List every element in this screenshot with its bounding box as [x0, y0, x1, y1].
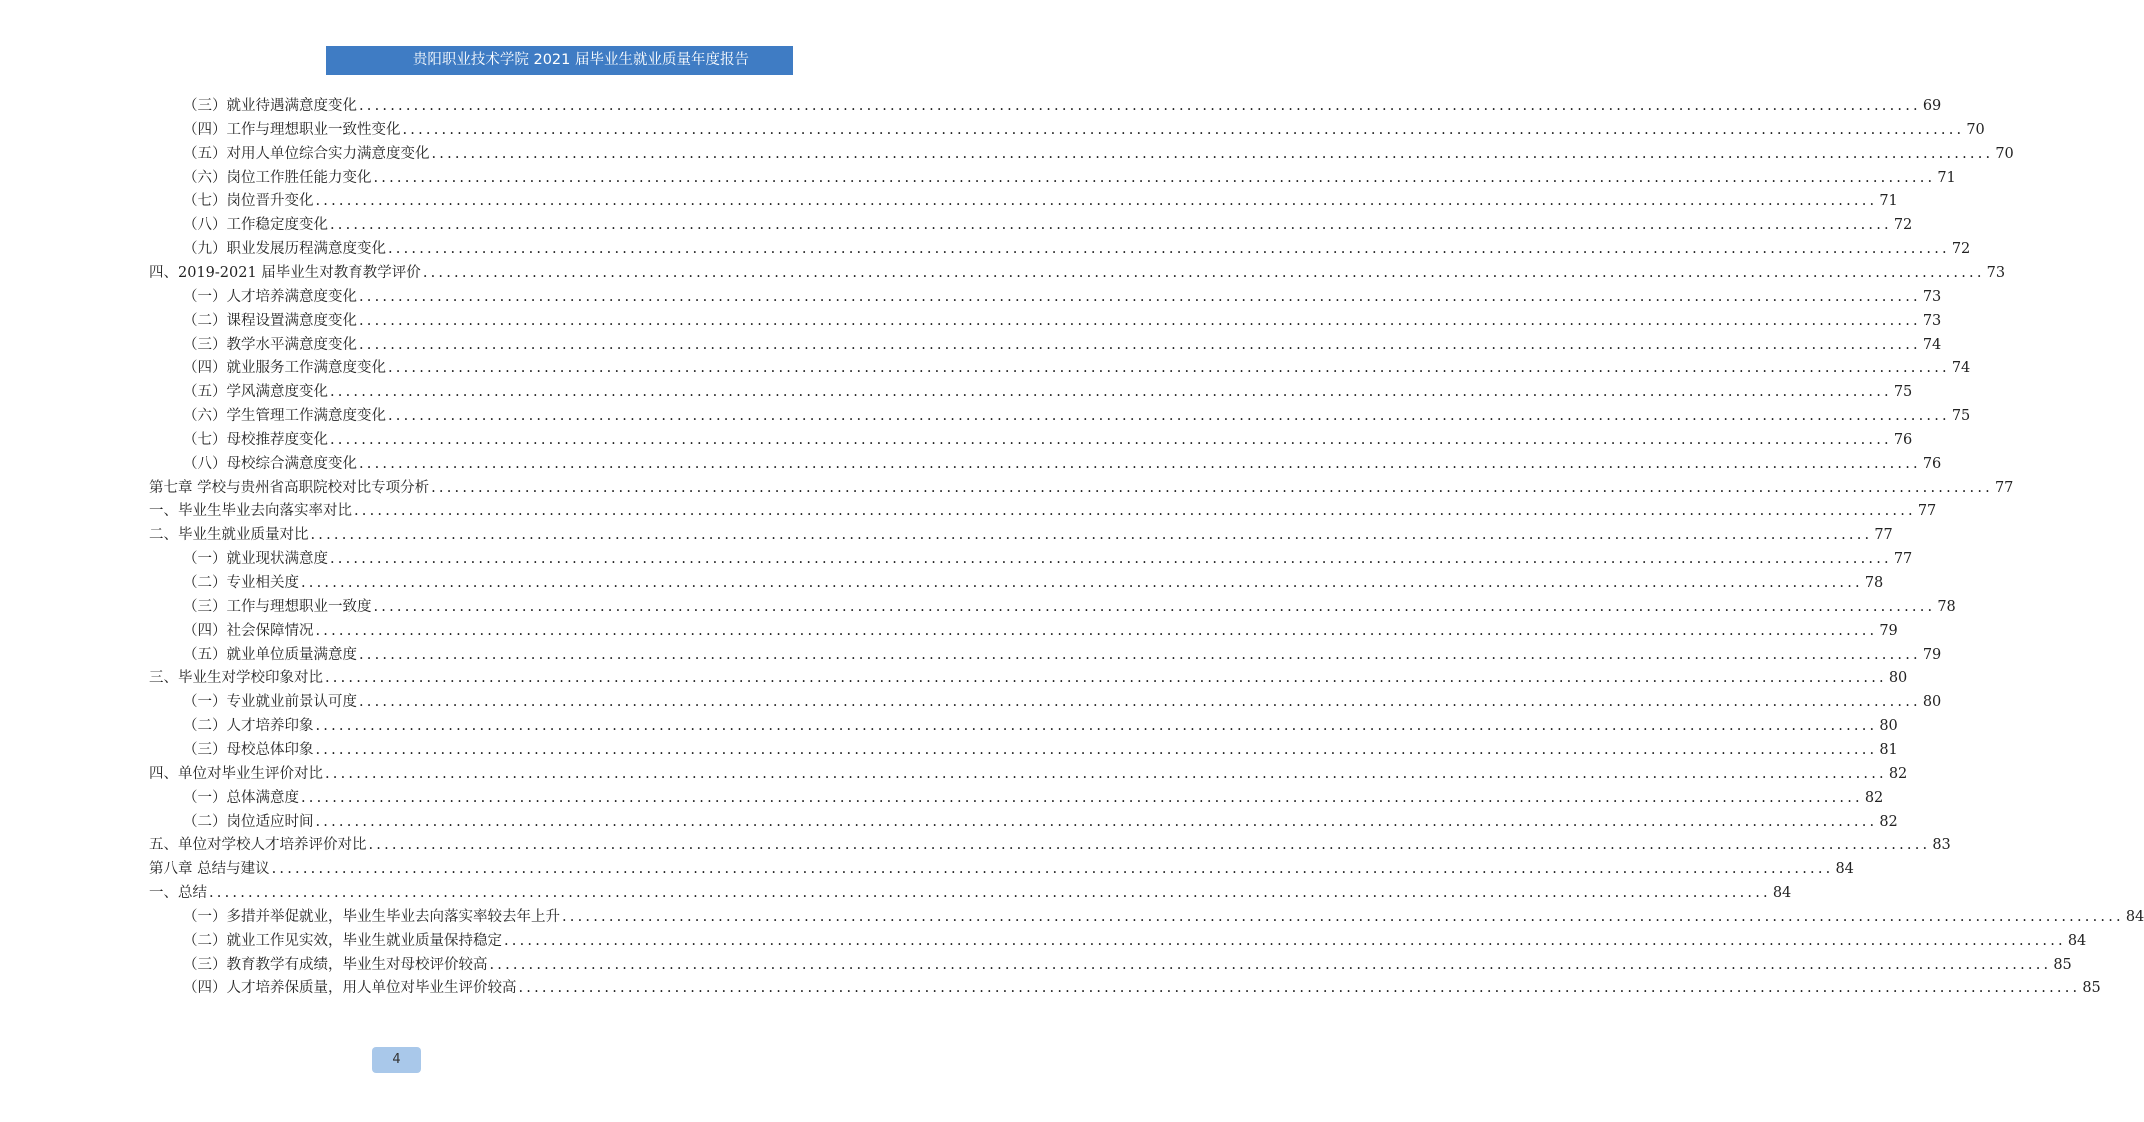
- toc-entry[interactable]: [183, 309, 1942, 333]
- report-header-bar: [326, 46, 793, 75]
- toc-entry[interactable]: [183, 690, 1942, 714]
- toc-entry-title: （三）母校总体印象: [183, 741, 314, 758]
- toc-entry-page: 77: [1917, 503, 1937, 520]
- toc-entry-page: 80: [1888, 670, 1908, 687]
- toc-leader-dots: ........................................................................................................................................................................................................: [359, 646, 1921, 663]
- toc-entry-title: 四、2019-2021 届毕业生对教育教学评价: [149, 264, 421, 281]
- toc-entry[interactable]: [183, 929, 2087, 953]
- toc-entry[interactable]: [183, 643, 1942, 667]
- toc-entry[interactable]: [183, 142, 2014, 166]
- toc-leader-dots: ........................................................................................................................................................................................................: [359, 336, 1921, 353]
- toc-leader-dots: ........................................................................................................................................................................................................: [388, 408, 1950, 425]
- toc-entry[interactable]: [183, 976, 2101, 1000]
- toc-entry-title: （二）人才培养印象: [183, 718, 314, 735]
- toc-entry-page: 73: [1922, 288, 1942, 305]
- toc-entry-title: 五、单位对学校人才培养评价对比: [149, 837, 367, 854]
- toc-entry[interactable]: [183, 571, 1884, 595]
- toc-entry[interactable]: [183, 547, 1913, 571]
- toc-entry-page: 80: [1922, 694, 1942, 711]
- toc-entry[interactable]: [149, 523, 1893, 547]
- toc-entry[interactable]: [183, 333, 1942, 357]
- report-title: 贵阳职业技术学院 2021 届毕业生就业质量年度报告: [412, 52, 749, 68]
- toc-entry-page: 74: [1922, 336, 1942, 353]
- page-number-badge: [372, 1047, 421, 1073]
- toc-entry[interactable]: [149, 833, 1951, 857]
- toc-entry[interactable]: [149, 499, 1937, 523]
- toc-entry-page: 77: [1994, 479, 2014, 496]
- toc-entry-title: 二、毕业生就业质量对比: [149, 527, 309, 544]
- toc-entry-title: （七）岗位晋升变化: [183, 193, 314, 210]
- toc-entry-page: 73: [1986, 264, 2006, 281]
- toc-entry[interactable]: [183, 786, 1884, 810]
- toc-leader-dots: ........................................................................................................................................................................................................: [325, 765, 1887, 782]
- toc-entry-title: （四）社会保障情况: [183, 622, 314, 639]
- toc-entry[interactable]: [183, 404, 1971, 428]
- toc-entry[interactable]: [183, 94, 1942, 118]
- toc-entry-page: 84: [2125, 908, 2144, 925]
- toc-entry-title: （四）就业服务工作满意度变化: [183, 360, 386, 377]
- toc-leader-dots: ........................................................................................................................................................................................................: [330, 217, 1892, 234]
- toc-entry-page: 69: [1922, 98, 1942, 114]
- toc-entry-page: 83: [1932, 837, 1951, 854]
- toc-entry-page: 84: [1772, 885, 1792, 902]
- toc-leader-dots: ........................................................................................................................................................................................................: [330, 384, 1892, 401]
- toc-entry-page: 77: [1874, 527, 1893, 544]
- toc-entry[interactable]: [183, 428, 1913, 452]
- toc-leader-dots: ........................................................................................................................................................................................................: [330, 551, 1892, 568]
- toc-entry-page: 84: [1835, 861, 1854, 878]
- toc-entry[interactable]: [183, 189, 1898, 213]
- toc-entry[interactable]: [183, 738, 1898, 762]
- toc-entry-page: 77: [1893, 551, 1913, 568]
- toc-entry[interactable]: [149, 666, 1908, 690]
- toc-entry-title: （二）岗位适应时间: [183, 813, 314, 830]
- toc-entry-title: 一、毕业生毕业去向落实率对比: [149, 503, 352, 520]
- toc-leader-dots: ........................................................................................................................................................................................................: [301, 575, 1863, 591]
- toc-entry-title: （八）母校综合满意度变化: [183, 455, 357, 472]
- toc-entry-page: 85: [2053, 956, 2072, 973]
- toc-leader-dots: ........................................................................................................................................................................................................: [359, 98, 1921, 114]
- toc-entry[interactable]: [149, 762, 1908, 786]
- toc-entry-title: （五）对用人单位综合实力满意度变化: [183, 145, 430, 162]
- toc-entry[interactable]: [183, 953, 2072, 977]
- toc-leader-dots: ........................................................................................................................................................................................................: [504, 932, 2066, 949]
- toc-leader-dots: ........................................................................................................................................................................................................: [359, 312, 1921, 329]
- page-number: 4: [392, 1052, 401, 1067]
- toc-entry[interactable]: [183, 714, 1898, 738]
- toc-entry-title: （六）岗位工作胜任能力变化: [183, 169, 372, 186]
- toc-entry[interactable]: [183, 452, 1942, 476]
- toc-entry-title: （二）就业工作见实效，毕业生就业质量保持稳定: [183, 932, 502, 949]
- toc-entry-page: 72: [1951, 241, 1971, 258]
- toc-leader-dots: ........................................................................................................................................................................................................: [562, 908, 2124, 925]
- toc-leader-dots: ........................................................................................................................................................................................................: [354, 503, 1916, 520]
- toc-entry-page: 76: [1922, 455, 1942, 472]
- toc-entry-page: 74: [1951, 360, 1971, 377]
- toc-leader-dots: ........................................................................................................................................................................................................: [209, 885, 1771, 902]
- toc-entry-page: 82: [1888, 765, 1908, 782]
- toc-entry[interactable]: [183, 595, 1956, 619]
- toc-leader-dots: ........................................................................................................................................................................................................: [368, 837, 1931, 854]
- toc-entry[interactable]: [183, 166, 1956, 190]
- toc-leader-dots: ........................................................................................................................................................................................................: [271, 861, 1834, 878]
- toc-leader-dots: ........................................................................................................................................................................................................: [359, 694, 1921, 711]
- toc-leader-dots: ........................................................................................................................................................................................................: [431, 145, 1994, 162]
- toc-leader-dots: ........................................................................................................................................................................................................: [310, 527, 1873, 544]
- toc-entry-page: 71: [1937, 169, 1956, 186]
- toc-entry[interactable]: [183, 237, 1971, 261]
- toc-entry-title: （一）总体满意度: [183, 789, 299, 806]
- toc-entry-title: （五）学风满意度变化: [183, 384, 328, 401]
- toc-entry-page: 73: [1922, 312, 1942, 329]
- toc-entry-title: 第七章 学校与贵州省高职院校对比专项分析: [149, 479, 430, 496]
- toc-leader-dots: ........................................................................................................................................................................................................: [315, 193, 1878, 210]
- toc-leader-dots: ........................................................................................................................................................................................................: [330, 431, 1892, 448]
- toc-entry-page: 82: [1864, 789, 1884, 806]
- toc-entry-title: （三）教育教学有成绩，毕业生对母校评价较高: [183, 956, 488, 973]
- toc-entry[interactable]: [183, 356, 1971, 380]
- toc-entry[interactable]: [183, 285, 1942, 309]
- toc-entry-page: 82: [1879, 813, 1898, 830]
- toc-entry[interactable]: [183, 118, 1985, 142]
- toc-entry-title: （一）人才培养满意度变化: [183, 288, 357, 305]
- toc-leader-dots: ........................................................................................................................................................................................................: [359, 455, 1921, 472]
- toc-leader-dots: ........................................................................................................................................................................................................: [373, 169, 1936, 186]
- toc-entry-title: （九）职业发展历程满意度变化: [183, 241, 386, 258]
- toc-entry-page: 80: [1879, 718, 1898, 735]
- toc-leader-dots: ........................................................................................................................................................................................................: [431, 479, 1993, 496]
- toc-leader-dots: ........................................................................................................................................................................................................: [518, 980, 2081, 997]
- toc-entry[interactable]: [149, 261, 2006, 285]
- toc-entry-title: （一）专业就业前景认可度: [183, 694, 357, 711]
- toc-entry-page: 79: [1879, 622, 1898, 639]
- toc-entry[interactable]: [183, 619, 1898, 643]
- toc-leader-dots: ........................................................................................................................................................................................................: [315, 718, 1878, 735]
- toc-entry-title: （一）多措并举促就业，毕业生毕业去向落实率较去年上升: [183, 908, 560, 925]
- toc-leader-dots: ........................................................................................................................................................................................................: [388, 241, 1950, 258]
- toc-leader-dots: ........................................................................................................................................................................................................: [315, 813, 1878, 830]
- toc-entry-title: （二）课程设置满意度变化: [183, 312, 357, 329]
- toc-entry-page: 70: [1995, 145, 2014, 162]
- toc-entry-page: 72: [1893, 217, 1913, 234]
- toc-entry-page: 75: [1951, 408, 1971, 425]
- toc-entry-title: 第八章 总结与建议: [149, 861, 270, 878]
- toc-entry-title: （二）专业相关度: [183, 575, 299, 591]
- toc-leader-dots: ........................................................................................................................................................................................................: [325, 670, 1887, 687]
- toc-entry-page: 78: [1864, 575, 1884, 591]
- toc-leader-dots: ........................................................................................................................................................................................................: [402, 121, 1965, 138]
- toc-entry[interactable]: [149, 857, 1854, 881]
- toc-entry-title: （六）学生管理工作满意度变化: [183, 408, 386, 425]
- toc-entry-title: （三）就业待遇满意度变化: [183, 98, 357, 114]
- toc-entry-title: （五）就业单位质量满意度: [183, 646, 357, 663]
- toc-entry[interactable]: [183, 213, 1913, 237]
- toc-entry-page: 75: [1893, 384, 1913, 401]
- toc-entry-title: （三）工作与理想职业一致度: [183, 598, 372, 615]
- toc-entry-title: 四、单位对毕业生评价对比: [149, 765, 323, 782]
- toc-entry[interactable]: [183, 380, 1913, 404]
- toc-entry-page: 79: [1922, 646, 1942, 663]
- toc-entry[interactable]: [149, 881, 1792, 905]
- toc-entry[interactable]: [183, 810, 1898, 834]
- toc-entry-page: 70: [1966, 121, 1985, 138]
- toc-entry-page: 84: [2067, 932, 2087, 949]
- toc-leader-dots: ........................................................................................................................................................................................................: [422, 264, 1985, 281]
- toc-entry-title: （四）人才培养保质量，用人单位对毕业生评价较高: [183, 980, 517, 997]
- toc-entry-title: （三）教学水平满意度变化: [183, 336, 357, 353]
- toc-entry-page: 76: [1893, 431, 1913, 448]
- toc-leader-dots: ........................................................................................................................................................................................................: [301, 789, 1863, 806]
- toc-leader-dots: ........................................................................................................................................................................................................: [315, 741, 1878, 758]
- toc-entry-page: 78: [1937, 598, 1956, 615]
- toc-leader-dots: ........................................................................................................................................................................................................: [373, 598, 1936, 615]
- toc-leader-dots: ........................................................................................................................................................................................................: [315, 622, 1878, 639]
- toc-entry-title: 一、总结: [149, 885, 207, 902]
- toc-entry-title: （七）母校推荐度变化: [183, 431, 328, 448]
- toc-entry-title: （八）工作稳定度变化: [183, 217, 328, 234]
- toc-leader-dots: ........................................................................................................................................................................................................: [359, 288, 1921, 305]
- toc-entry-page: 81: [1879, 741, 1898, 758]
- toc-entry-title: 三、毕业生对学校印象对比: [149, 670, 323, 687]
- toc-entry-page: 85: [2082, 980, 2101, 997]
- toc-leader-dots: ........................................................................................................................................................................................................: [489, 956, 2052, 973]
- toc-entry[interactable]: [149, 476, 2014, 500]
- toc-entry-page: 71: [1879, 193, 1898, 210]
- toc-leader-dots: ........................................................................................................................................................................................................: [388, 360, 1950, 377]
- toc-entry-title: （四）工作与理想职业一致性变化: [183, 121, 401, 138]
- toc-entry[interactable]: [183, 905, 2144, 929]
- toc-entry-title: （一）就业现状满意度: [183, 551, 328, 568]
